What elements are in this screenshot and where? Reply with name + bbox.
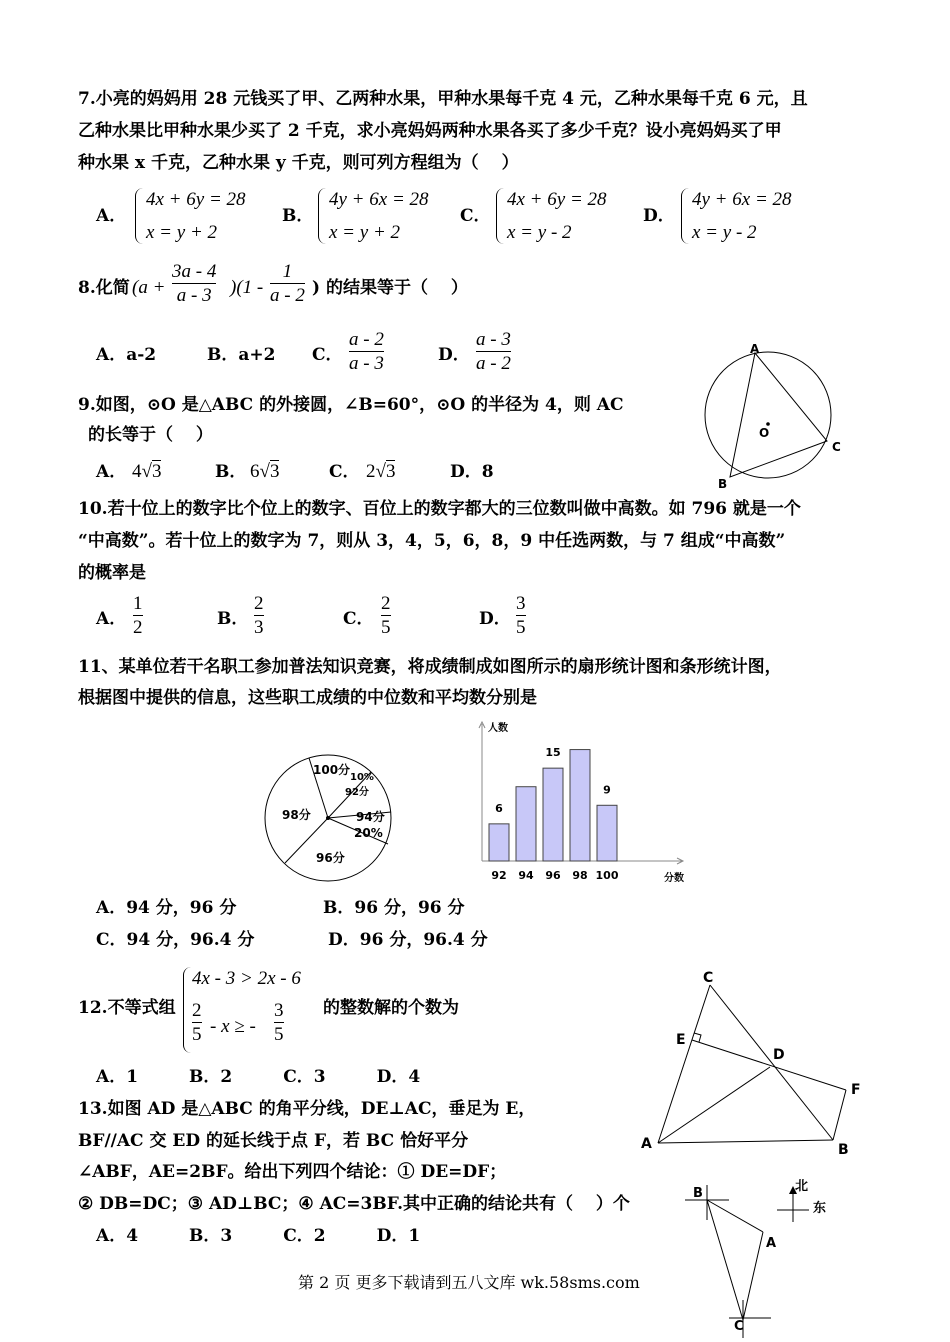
compass-label-b: B xyxy=(693,1186,703,1201)
pie-label-92: 92分 xyxy=(345,787,369,798)
q7-a-eq1: 4x + 6y = 28 xyxy=(146,189,246,210)
num: 2 xyxy=(381,593,391,614)
q9-option-a-value: 4√3 xyxy=(132,461,162,482)
q9-option-c-value: 2√3 xyxy=(366,461,396,482)
q8-fraction-2 xyxy=(270,262,305,305)
y-axis-label: 人数 xyxy=(488,723,508,734)
pie-label-96: 96分 xyxy=(316,851,345,865)
q9-label-b: B xyxy=(718,477,728,491)
q9-label-a: A xyxy=(750,342,760,356)
segment-ac xyxy=(743,1232,763,1320)
side-ab xyxy=(658,1140,833,1143)
q8-option-a: A．a-2 xyxy=(96,345,157,365)
bar-92 xyxy=(489,824,509,861)
q10-line-1: 10.若十位上的数字比个位上的数字、百位上的数字都大的三位数叫做中高数。如 796 就是一个 xyxy=(78,499,801,519)
q13-line-4: ② DB=DC；③ AD⊥BC；④ AC=3BF.其中正确的结论共有（ ）个 xyxy=(78,1194,630,1214)
q8-d-num: a - 3 xyxy=(476,329,511,350)
q10-option-b-label: B． xyxy=(217,609,249,629)
compass-label-east: 东 xyxy=(813,1201,827,1216)
triangle-abc xyxy=(730,353,827,477)
den: 5 xyxy=(192,1024,202,1045)
q13-label-f: F xyxy=(851,1082,861,1098)
q8-f1-den: a - 3 xyxy=(176,285,212,306)
q8-f2-den: a - 2 xyxy=(270,285,305,306)
q8-option-c-fraction xyxy=(349,330,384,373)
q8-option-d-label: D． xyxy=(438,345,470,365)
q11-option-a: A．94 分，96 分 xyxy=(96,898,237,918)
circle-o xyxy=(705,352,831,478)
q11-line-1: 11、某单位若干名职工参加普法知识竞赛，将成绩制成如图所示的扇形统计图和条形统计图， xyxy=(78,657,782,677)
q13-label-c: C xyxy=(703,970,714,986)
num: 3 xyxy=(516,593,526,614)
pie-label-100: 100分 xyxy=(313,763,351,777)
coef: 4 xyxy=(132,461,142,482)
radicand: 3 xyxy=(151,461,162,482)
compass-label-north: 北 xyxy=(795,1179,809,1194)
tick-label-92: 92 xyxy=(491,869,507,882)
side-cb xyxy=(710,985,833,1140)
coef: 6 xyxy=(250,461,260,482)
q8-option-d-fraction xyxy=(476,330,511,373)
q7-c-eq2: x = y - 2 xyxy=(507,222,572,243)
tick-label-98: 98 xyxy=(572,869,588,882)
q9-option-b-label: B． xyxy=(215,462,247,482)
q11-option-d: D．96 分，96.4 分 xyxy=(328,930,488,950)
q8-c-num: a - 2 xyxy=(349,329,384,350)
q7-b-eq1: 4y + 6x = 28 xyxy=(329,189,429,210)
q12-suffix: 的整数解的个数为 xyxy=(323,998,459,1018)
q9-option-b-value: 6√3 xyxy=(250,461,280,482)
brace xyxy=(135,188,144,244)
num: 2 xyxy=(254,593,264,614)
data-label-100: 9 xyxy=(603,783,611,797)
q12-eq1-text: 4x - 3 > 2x - 6 xyxy=(192,968,301,989)
den: 5 xyxy=(516,617,526,638)
page-footer: 第 2 页 更多下载请到五八文库 wk.58sms.com xyxy=(298,1273,640,1292)
bar-100 xyxy=(597,805,617,861)
q11-option-c: C．94 分，96.4 分 xyxy=(96,930,255,950)
q13-line-3: ∠ABF，AE=2BF。给出下列四个结论：① DE=DF； xyxy=(78,1162,507,1182)
bar-94 xyxy=(516,787,536,861)
q12-options: A．1 B．2 C．3 D．4 xyxy=(96,1067,421,1087)
q13-line-1: 13.如图 AD 是△ABC 的角平分线，DE⊥AC，垂足为 E， xyxy=(78,1099,536,1119)
q12-eq2-frac2 xyxy=(274,1001,284,1044)
pie-label-94: 94分 xyxy=(356,810,385,824)
compass-figure xyxy=(685,1180,865,1340)
pie-center xyxy=(326,816,330,820)
q9-line-1: 9.如图，⊙O 是△ABC 的外接圆，∠B=60°，⊙O 的半径为 4，则 AC xyxy=(78,395,624,415)
q7-c-eq1: 4x + 6y = 28 xyxy=(507,189,607,210)
q7-d-eq1: 4y + 6x = 28 xyxy=(692,189,792,210)
q10-option-c-fraction xyxy=(381,594,391,637)
q7-a-eq2: x = y + 2 xyxy=(146,222,218,243)
coef: 2 xyxy=(366,461,376,482)
den: 2 xyxy=(133,617,143,638)
q9-option-d: D．8 xyxy=(450,462,494,482)
radicand: 3 xyxy=(385,461,396,482)
den: 3 xyxy=(254,617,264,638)
q13-line-2: BF//AC 交 ED 的延长线于点 F，若 BC 恰好平分 xyxy=(78,1131,469,1151)
q7-b-eq2: x = y + 2 xyxy=(329,222,401,243)
q7-option-b-label: B． xyxy=(282,206,314,226)
q9-label-c: C xyxy=(832,440,841,454)
data-label-96: 15 xyxy=(545,746,561,760)
brace xyxy=(183,967,192,1053)
q10-option-c-label: C． xyxy=(343,609,374,629)
q9-label-o: O xyxy=(759,426,770,440)
q7-line-3: 种水果 x 千克，乙种水果 y 千克，则可列方程组为（ ） xyxy=(78,153,519,173)
q8-prefix: 8.化简 xyxy=(78,278,130,298)
q12-eq1 xyxy=(192,969,301,988)
q13-label-b: B xyxy=(838,1142,849,1158)
bar-96 xyxy=(543,768,563,861)
q10-option-a-fraction xyxy=(133,594,143,637)
q8-expr-a: (a + xyxy=(132,277,166,298)
q9-line-2: 的长等于（ ） xyxy=(88,425,213,445)
num: 2 xyxy=(192,1000,202,1021)
compass-label-a: A xyxy=(766,1236,777,1251)
q12-eq2-mid: - x ≥ - xyxy=(210,1016,256,1037)
brace xyxy=(681,188,690,244)
segment-ad xyxy=(658,1067,770,1143)
q13-options: A．4 B．3 C．2 D．1 xyxy=(96,1226,421,1246)
pie-label-10pct: 10% xyxy=(350,772,374,783)
side-ac xyxy=(658,985,710,1143)
x-axis-label: 分数 xyxy=(664,873,684,884)
q13-triangle-figure xyxy=(640,975,870,1158)
q8-suffix: ) 的结果等于（ ） xyxy=(312,278,468,298)
q10-line-2: “中高数”。若十位上的数字为 7，则从 3，4，5，6，8，9 中任选两数，与 7 组成“中高数” xyxy=(78,531,786,551)
q13-label-a: A xyxy=(641,1136,652,1152)
q7-d-eq2: x = y - 2 xyxy=(692,222,757,243)
q8-f1-num: 3a - 4 xyxy=(172,261,217,282)
q10-option-a-label: A． xyxy=(96,609,127,629)
segment-ef xyxy=(692,1040,846,1090)
q13-label-d: D xyxy=(773,1047,785,1063)
pie-label-20pct: 20% xyxy=(354,826,383,840)
q8-option-c-label: C． xyxy=(312,345,343,365)
segment-bf xyxy=(833,1090,846,1140)
q10-line-3: 的概率是 xyxy=(78,563,146,583)
bar-98 xyxy=(570,750,590,861)
tick-label-94: 94 xyxy=(518,869,534,882)
q7-option-a-label: A． xyxy=(96,206,127,226)
q12-eq2-frac1 xyxy=(192,1001,202,1044)
q10-option-d-fraction xyxy=(516,594,526,637)
q7-line-1: 7.小亮的妈妈用 28 元钱买了甲、乙两种水果，甲种水果每千克 4 元，乙种水果每千克 6 元，且 xyxy=(78,89,808,109)
q7-line-2: 乙种水果比甲种水果少买了 2 千克，求小亮妈妈两种水果各买了多少千克？设小亮妈妈买了甲 xyxy=(78,121,782,141)
q8-expr-b: )(1 - xyxy=(230,277,264,298)
den: 5 xyxy=(381,617,391,638)
q8-f2-num: 1 xyxy=(282,261,293,282)
radicand: 3 xyxy=(269,461,280,482)
q13-label-e: E xyxy=(676,1032,686,1048)
compass-label-c: C xyxy=(734,1319,744,1334)
q10-option-b-fraction xyxy=(254,594,264,637)
q12-prefix: 12.不等式组 xyxy=(78,998,176,1018)
q8-d-den: a - 2 xyxy=(476,353,511,374)
num: 3 xyxy=(274,1000,284,1021)
q7-option-d-label: D． xyxy=(643,206,675,226)
pie-label-98: 98分 xyxy=(282,808,311,822)
q11-bar-chart xyxy=(470,718,710,888)
tick-label-96: 96 xyxy=(545,869,561,882)
den: 5 xyxy=(274,1024,284,1045)
q11-line-2: 根据图中提供的信息，这些职工成绩的中位数和平均数分别是 xyxy=(78,688,537,708)
q9-circle-figure xyxy=(700,342,840,485)
brace xyxy=(318,188,327,244)
q9-option-a-label: A． xyxy=(96,462,127,482)
q8-c-den: a - 3 xyxy=(349,353,384,374)
q8-fraction-1 xyxy=(172,262,216,305)
q8-option-b: B．a+2 xyxy=(207,345,276,365)
brace xyxy=(496,188,505,244)
q11-option-b: B．96 分，96 分 xyxy=(323,898,465,918)
num: 1 xyxy=(133,593,143,614)
data-label-92: 6 xyxy=(495,801,503,815)
q9-option-c-label: C． xyxy=(329,462,360,482)
q10-option-d-label: D． xyxy=(479,609,511,629)
q7-option-c-label: C． xyxy=(460,206,491,226)
tick-label-100: 100 xyxy=(595,869,619,882)
